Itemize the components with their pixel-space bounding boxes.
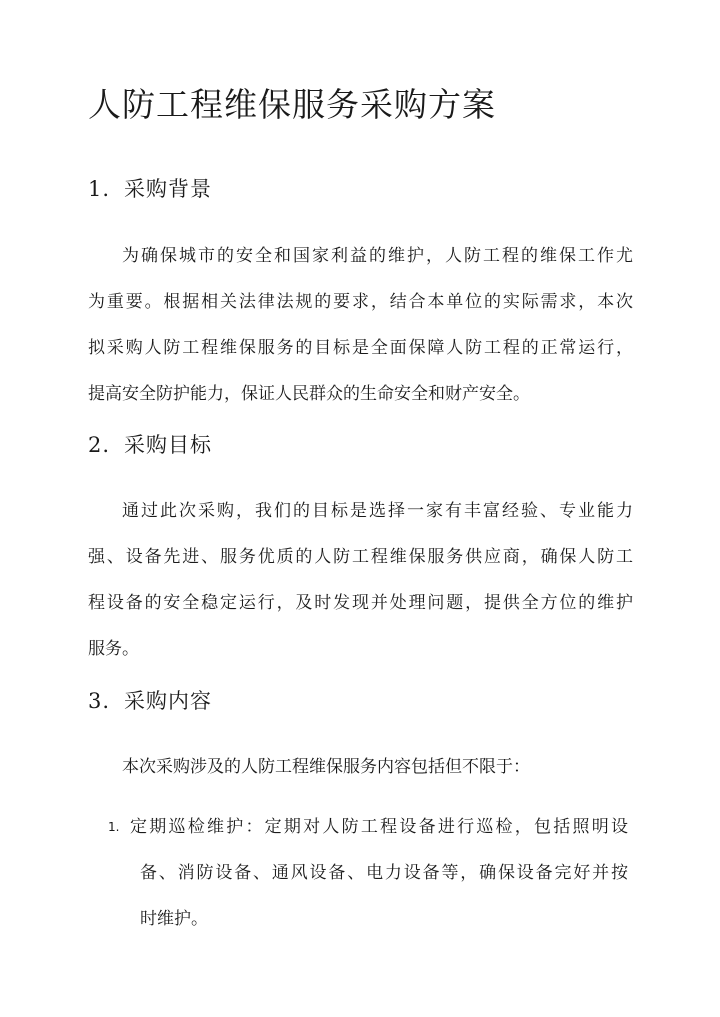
paragraph-line: 强、设备先进、服务优质的人防工程维保服务供应商，确保人防工 (88, 547, 633, 567)
section-number: 3. (88, 689, 111, 713)
paragraph-line: 服务。 (88, 639, 139, 659)
list-item-body (130, 804, 628, 942)
section-paragraph-goals (88, 488, 633, 672)
paragraph-line: 提高安全防护能力，保证人民群众的生命安全和财产安全。 (88, 384, 530, 404)
paragraph-line: 为重要。根据相关法律法规的要求，结合本单位的实际需求，本次 (88, 292, 633, 312)
section-number: 1. (88, 177, 111, 201)
list-item-line: 时维护。 (140, 909, 208, 929)
section-number: 2. (88, 433, 111, 457)
list-marker: 1. (108, 820, 120, 834)
document-title: 人防工程维保服务采购方案 (88, 85, 496, 124)
section-heading-background (88, 174, 212, 204)
section-title: 采购背景 (124, 177, 213, 201)
paragraph-line: 程设备的安全稳定运行，及时发现并处理问题，提供全方位的维护 (88, 593, 633, 613)
section-title: 采购内容 (124, 689, 213, 713)
paragraph-line: 拟采购人防工程维保服务的目标是全面保障人防工程的正常运行， (88, 338, 633, 358)
paragraph-line: 通过此次采购，我们的目标是选择一家有丰富经验、专业能力 (122, 501, 633, 521)
section-paragraph-background (88, 233, 633, 417)
section-heading-content (88, 686, 212, 716)
section-intro-content (88, 744, 633, 790)
section-heading-goals (88, 430, 212, 460)
paragraph-line: 本次采购涉及的人防工程维保服务内容包括但不限于： (122, 757, 530, 777)
paragraph-line: 为确保城市的安全和国家利益的维护，人防工程的维保工作尤 (122, 246, 633, 266)
list-item-line: 备、消防设备、通风设备、电力设备等，确保设备完好并按 (140, 863, 628, 883)
list-item-line: 定期巡检维护：定期对人防工程设备进行巡检，包括照明设 (130, 817, 628, 837)
section-title: 采购目标 (124, 433, 213, 457)
